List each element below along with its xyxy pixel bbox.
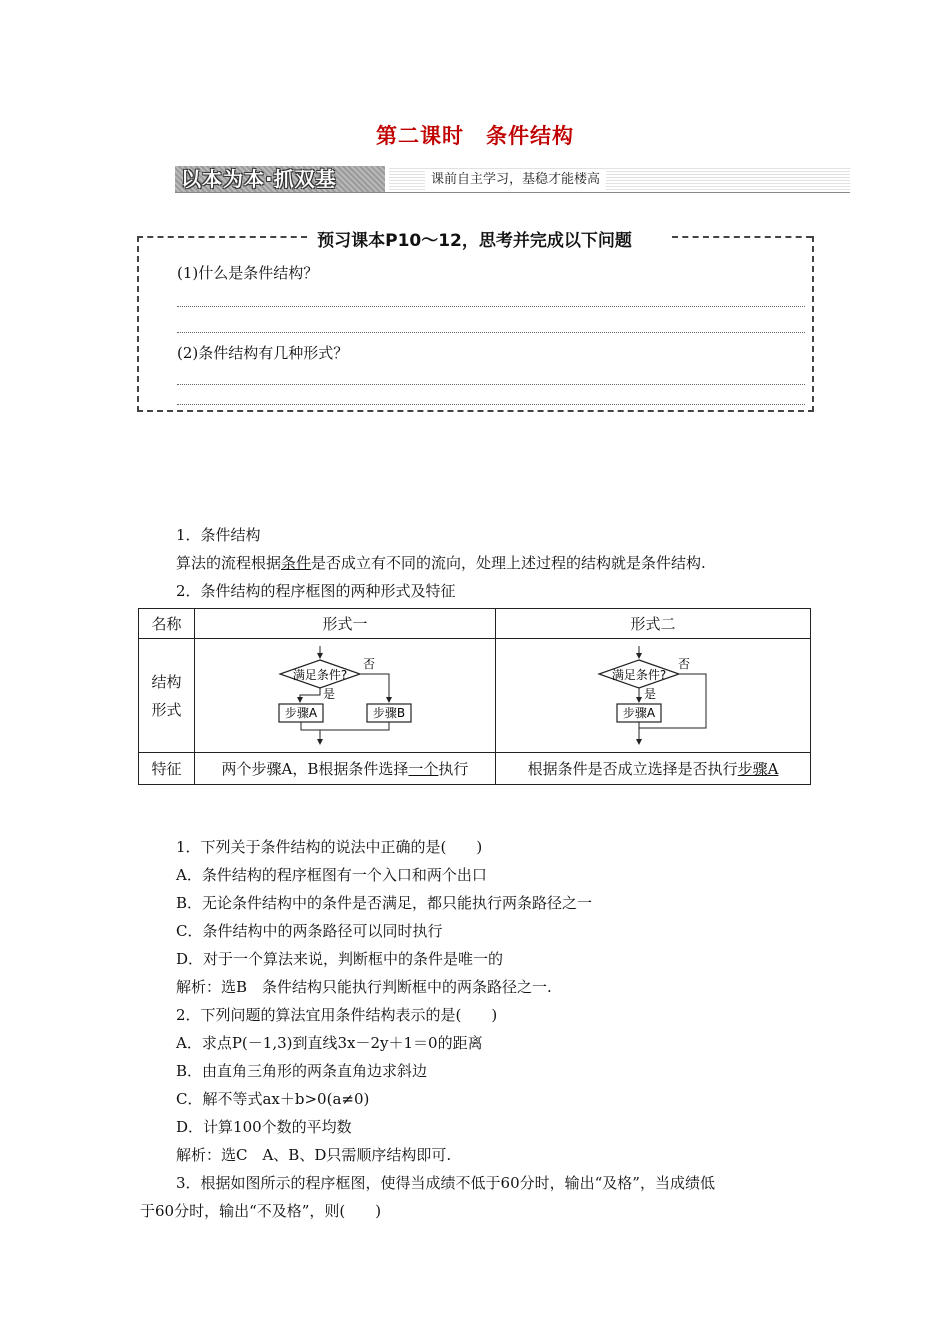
structure-label: 结构 形式 xyxy=(151,672,182,719)
yes-branch xyxy=(300,688,320,702)
header-form-1: 形式一 xyxy=(195,609,496,639)
exercise-line: 解析：选C A、B、D只需顺序结构即可. xyxy=(176,1146,452,1164)
step-b-label: 步骤B xyxy=(372,705,406,720)
answer-line-4 xyxy=(177,404,805,405)
exercise-line: B．由直角三角形的两条直角边求斜边 xyxy=(176,1062,428,1080)
banner-underline xyxy=(175,192,850,193)
header-name: 名称 xyxy=(139,609,195,639)
knowledge-1-title: 1．条件结构 xyxy=(176,526,261,544)
exercise-line: A．条件结构的程序框图有一个入口和两个出口 xyxy=(176,866,487,884)
preview-box xyxy=(137,231,812,412)
no-branch xyxy=(360,674,389,702)
exercise-line: 2．下列问题的算法宜用条件结构表示的是( ) xyxy=(176,1006,498,1024)
exercise-line: 于60分时，输出“不及格”，则( ) xyxy=(140,1202,382,1220)
knowledge-2-title: 2．条件结构的程序框图的两种形式及特征 xyxy=(176,582,456,600)
k1-text-b: 是否成立有不同的流向，处理上述过程的结构就是条件结构. xyxy=(311,554,706,572)
preview-heading-text: 预习课本P10～12，思考并完成以下问题 xyxy=(309,231,640,251)
section-banner xyxy=(175,166,850,192)
flowchart-1 xyxy=(195,640,495,752)
exercise-line: B．无论条件结构中的条件是否满足，都只能执行两条路径之一 xyxy=(176,894,593,912)
banner-right-label: 课前自主学习，基稳才能楼高 xyxy=(425,170,606,190)
decision-label: 满足条件? xyxy=(611,667,667,682)
feature-label: 特征 xyxy=(139,753,195,785)
step-a-label: 步骤A xyxy=(622,705,656,720)
feature-1-a: 两个步骤A，B根据条件选择 xyxy=(221,760,409,778)
exercise-line: D．对于一个算法来说，判断框中的条件是唯一的 xyxy=(176,950,504,968)
decision-label: 满足条件? xyxy=(292,667,348,682)
yes-label: 是 xyxy=(323,686,336,701)
structure-label-cell xyxy=(139,639,195,753)
preview-heading xyxy=(137,226,812,251)
step-a-label: 步骤A xyxy=(284,705,318,720)
flowchart-2-cell xyxy=(496,639,811,753)
answer-line-2 xyxy=(177,332,805,333)
no-label: 否 xyxy=(363,656,376,671)
header-form-2: 形式二 xyxy=(496,609,811,639)
feature-1-underlined: 一个 xyxy=(408,760,439,778)
banner-left-block xyxy=(175,166,385,192)
no-label: 否 xyxy=(678,656,691,671)
exercise-line: D．计算100个数的平均数 xyxy=(176,1118,352,1136)
feature-2-underlined: 步骤A xyxy=(737,760,779,778)
page-title: 第二课时 条件结构 xyxy=(376,124,574,148)
table-feature-row xyxy=(139,753,811,785)
table-structure-row xyxy=(139,639,811,753)
merge-line xyxy=(301,722,389,730)
banner-left-label: 以本为本·抓双基 xyxy=(181,167,337,191)
table-header-row xyxy=(139,609,811,639)
exercise-line: 3．根据如图所示的程序框图，使得当成绩不低于60分时，输出“及格”，当成绩低 xyxy=(176,1174,715,1192)
preview-question-2: (2)条件结构有几种形式？ xyxy=(177,344,349,362)
knowledge-1-text xyxy=(176,552,706,573)
forms-table xyxy=(138,608,811,785)
answer-line-3 xyxy=(177,384,805,385)
exercise-line: 解析：选B 条件结构只能执行判断框中的两条路径之一. xyxy=(176,978,552,996)
feature-1 xyxy=(195,753,496,785)
feature-2-a: 根据条件是否成立选择是否执行 xyxy=(527,760,738,778)
feature-2 xyxy=(496,753,811,785)
k1-text-underlined: 条件 xyxy=(281,554,312,572)
exercise-line: A．求点P(－1,3)到直线3x－2y＋1＝0的距离 xyxy=(176,1034,483,1052)
answer-line-1 xyxy=(177,306,805,307)
flowchart-2 xyxy=(496,640,810,752)
feature-1-b: 执行 xyxy=(438,760,469,778)
banner-right-block xyxy=(389,168,850,190)
k1-text-a: 算法的流程根据 xyxy=(176,554,282,572)
flowchart-1-cell xyxy=(195,639,496,753)
yes-label: 是 xyxy=(644,686,657,701)
exercise-line: 1．下列关于条件结构的说法中正确的是( ) xyxy=(176,838,483,856)
preview-question-1: (1)什么是条件结构？ xyxy=(177,264,319,282)
exercise-line: C．解不等式ax＋b>0(a≠0) xyxy=(176,1090,370,1108)
exercise-line: C．条件结构中的两条路径可以同时执行 xyxy=(176,922,443,940)
